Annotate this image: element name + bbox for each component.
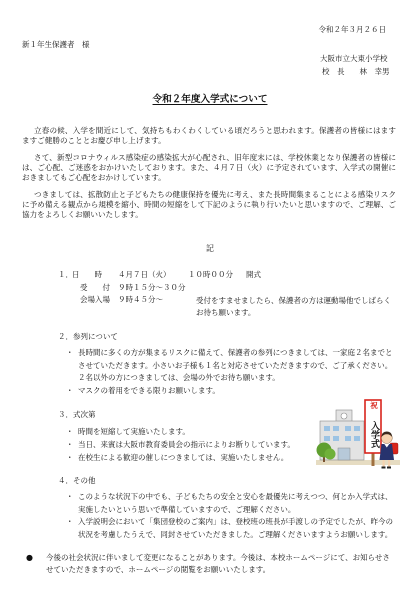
list-item [66, 451, 314, 464]
reception-label: 受 付 [80, 283, 110, 292]
issue-date: 令和２年３月２６日 [318, 25, 386, 34]
entrance-ceremony-illustration [316, 392, 400, 474]
notice-text: 今後の社会状況に伴いまして変更になることがあります。今後は、本校ホームページにて、お知らせさせていただきますので、ホームページの閲覧をお願いいたします。 [46, 553, 390, 574]
schedule-date-label: 日 時 [72, 270, 102, 279]
list-item [66, 347, 396, 385]
list-item [66, 516, 396, 541]
list-item [66, 491, 396, 516]
other-list [66, 491, 396, 541]
schedule-number: １． [58, 270, 73, 279]
document-title: 令和２年度入学式について [152, 94, 268, 105]
school-window [324, 426, 330, 431]
list-item-text: 入学説明会において「集団登校のご案内」は、登校班の班長が手渡しの予定でしたが、昨今の状況を考慮したうえで、同封させていただきました。ご理解くださいますようお願いします。 [78, 517, 393, 539]
principal-name: 校 長 林 幸男 [322, 67, 390, 76]
ground [316, 460, 400, 465]
ki-heading: 記 [206, 244, 214, 253]
program-heading: ３．式次第 [58, 410, 96, 419]
attendance-heading: ２．参列について [58, 332, 118, 341]
school-window [324, 436, 330, 441]
bullet-marker: ・ [66, 440, 74, 449]
list-item [66, 425, 314, 438]
bullet-marker: ・ [66, 517, 74, 526]
list-item-text-continued: ２名以外の方につきましては、会場の外でお待ち願います。 [78, 373, 280, 382]
list-item [66, 438, 314, 451]
list-item-text: 長時間に多くの方が集まるリスクに備えて、保護者の参列につきましては、一家庭２名までとさせていただきます。小さいお子様も１名と対応させていただきますので、ご了承ください。 [78, 348, 393, 370]
school-window [333, 426, 339, 431]
school-window [345, 426, 351, 431]
list-item-text: マスクの着用をできる限りお願いします。 [78, 385, 220, 395]
request-paragraph: つきましては、拡散防止と子どもたちの健康保持を優先に考え、また長時間集まることによる感染リスクに予め備える観点から規模を縮小、時間の短縮をして下記のように執り行いたいと思いますので、ご理解、ご協力をよろしくお願いいたします。 [22, 190, 396, 219]
list-item-text: このような状況下の中でも、子どもたちの安全と安心を最優先に考えつつ、何とか入学式は、実施したいという思いで準備していますので、ご理解ください。 [78, 492, 393, 514]
attendance-list [66, 347, 396, 397]
program-list [66, 425, 314, 464]
bush [325, 449, 336, 460]
bullet-marker: ・ [66, 348, 74, 357]
child-shoe [387, 467, 391, 469]
bullet-marker: ・ [66, 453, 74, 462]
child-leg [388, 460, 390, 467]
other-heading: ４．その他 [58, 476, 96, 485]
list-item-text: 時間を短縮して実施いたします。 [78, 427, 190, 436]
greeting-paragraph: 立春の候、入学を間近にして、気持ちもわくわくしている頃だろうと思われます。保護者の皆様にはますますご健勝のこととお慶び申し上げます。 [22, 126, 396, 145]
bullet-marker: ・ [66, 492, 74, 501]
child-leg [383, 460, 385, 467]
entry-label: 会場入場 [80, 295, 110, 304]
schedule-start-time: １０時００分 [188, 270, 233, 279]
child-shoe [382, 467, 386, 469]
sign-text: 入学式 [369, 420, 379, 448]
list-item-text: 当日、来賓は大阪市教育委員会の指示によりお断りしています。 [78, 440, 295, 449]
notice-marker: ● [26, 553, 33, 562]
schedule-start-label: 開式 [246, 270, 261, 279]
school-window [354, 426, 360, 431]
school-window [333, 436, 339, 441]
recipient: 新１年生保護者 様 [22, 40, 90, 49]
school-window [354, 436, 360, 441]
school-window [345, 436, 351, 441]
reception-time: ９時１５分～３０分 [118, 283, 186, 292]
situation-paragraph: さて、新型コロナウィルス感染症の感染拡大が心配され、旧年度末には、学校休業となり保護者の皆様には、ご心配、ご迷惑をおかけいたしております。また、４月７日（火）に予定されています、入学式の開催におきましてもご心配をおかけしています。 [22, 153, 396, 182]
bullet-marker: ・ [66, 385, 74, 395]
school-clock [341, 413, 347, 419]
list-item-body [78, 347, 396, 385]
sign-top-text: 祝 [370, 401, 378, 410]
bullet-marker: ・ [66, 427, 74, 436]
entry-note: 受付をすませましたら、保護者の方は運動場他でしばらくお待ち願います。 [196, 296, 391, 317]
school-name: 大阪市立大東小学校 [320, 54, 388, 63]
school-entrance [338, 448, 350, 460]
schedule-date: ４月７日（火） [118, 270, 171, 279]
entry-time: ９時４５分～ [118, 295, 163, 304]
list-item-text: 在校生による歓迎の催しにつきましては、実施いたしません。 [78, 453, 289, 462]
